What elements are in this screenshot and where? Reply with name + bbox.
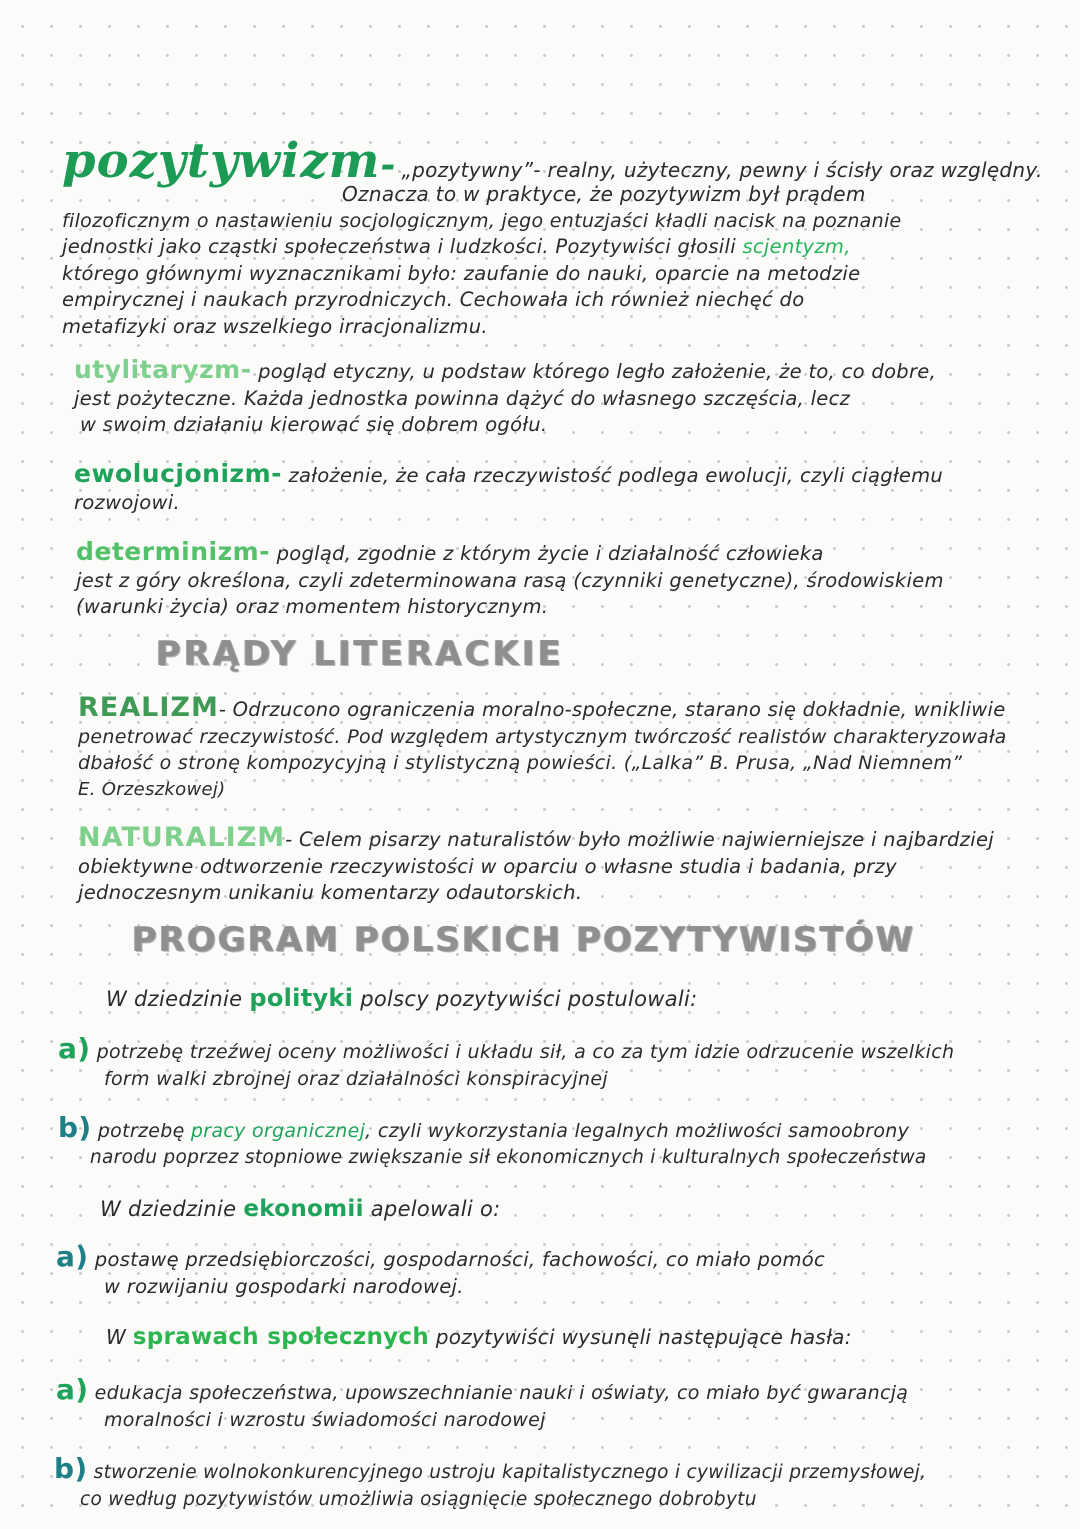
determinizm-line-2: jest z góry określona, czyli zdeterminowana rasą (czynniki genetyczne), środowiskiem bbox=[76, 568, 944, 592]
politics-intro-before: W dziedzinie bbox=[106, 987, 243, 1011]
economy-intro-before: W dziedzinie bbox=[100, 1197, 237, 1221]
realizm-term: REALIZM bbox=[78, 692, 219, 723]
realizm-line-3: dbałość o stronę kompozycyjną i stylistyczną powieści. („Lalka” B. Prusa, „Nad Niemnem” bbox=[78, 752, 963, 774]
social-intro-after: pozytywiści wysunęli następujące hasła: bbox=[435, 1325, 852, 1349]
heading-literary-currents: PRĄDY LITERACKIE bbox=[156, 634, 565, 674]
ewolucjonizm-term: ewolucjonizm- bbox=[74, 459, 283, 488]
social-item-a bbox=[56, 1373, 1076, 1433]
pozytywizm-line-4: jednostki jako cząstki społeczeństwa i ludzkości. Pozytywiści głosili bbox=[62, 235, 736, 258]
realizm-line-4: E. Orzeszkowej) bbox=[78, 778, 226, 800]
praca-organiczna-term: pracy organicznej bbox=[190, 1120, 366, 1142]
economy-item-a-marker: a) bbox=[56, 1240, 89, 1273]
pozytywizm-section bbox=[62, 133, 1072, 340]
naturalizm-line-1: - Celem pisarzy naturalistów było możliwie najwierniejsze i najbardziej bbox=[285, 828, 994, 851]
naturalizm-term: NATURALIZM bbox=[78, 822, 286, 853]
politics-item-b-line-2: narodu poprzez stopniowe zwiększanie sił ekonomicznych i kulturalnych społeczeństwa bbox=[90, 1146, 927, 1168]
utylitaryzm-section bbox=[74, 357, 1074, 439]
social-item-b bbox=[54, 1452, 1074, 1513]
naturalizm-section bbox=[78, 822, 1078, 907]
pozytywizm-term: pozytywizm bbox=[62, 133, 381, 189]
pozytywizm-line-1: „pozytywny”- realny, użyteczny, pewny i ścisły oraz względny. bbox=[401, 158, 1043, 182]
economy-item-a-line-2: w rozwijaniu gospodarki narodowej. bbox=[104, 1274, 464, 1298]
social-intro-before: W bbox=[106, 1325, 127, 1349]
pozytywizm-dash: - bbox=[380, 144, 397, 186]
pozytywizm-line-6: empirycznej i naukach przyrodniczych. Cechowała ich również niechęć do bbox=[62, 288, 805, 311]
politics-intro bbox=[106, 985, 698, 1013]
social-item-b-line-2: co według pozytywistów umożliwia osiągnięcie społecznego dobrobytu bbox=[80, 1488, 757, 1510]
social-item-b-line-1: stworzenie wolnokonkurencyjnego ustroju kapitalistycznego i cywilizacji przemysłowej, bbox=[93, 1462, 927, 1483]
naturalizm-line-3: jednoczesnym unikaniu komentarzy odautorskich. bbox=[78, 881, 583, 904]
economy-item-a bbox=[56, 1240, 1071, 1300]
realizm-line-1: - Odrzucono ograniczenia moralno-społeczne, starano się dokładnie, wnikliwie bbox=[218, 698, 1006, 721]
pozytywizm-line-5: którego głównymi wyznacznikami było: zaufanie do nauki, oparcie na metodzie bbox=[62, 261, 861, 285]
naturalizm-line-2: obiektywne odtworzenie rzeczywistości w oparciu o własne studia i badania, przy bbox=[78, 854, 897, 878]
economy-intro bbox=[100, 1196, 500, 1223]
utylitaryzm-line-1: pogląd etyczny, u podstaw którego legło założenie, że to, co dobre, bbox=[258, 360, 937, 383]
politics-intro-after: polscy pozytywiści postulowali: bbox=[360, 987, 698, 1011]
utylitaryzm-term: utylitaryzm- bbox=[74, 355, 252, 384]
social-item-a-line-1: edukacja społeczeństwa, upowszechnianie nauki i oświaty, co miało być gwarancją bbox=[94, 1382, 909, 1404]
politics-item-a-marker: a) bbox=[58, 1032, 91, 1065]
determinizm-line-1: pogląd, zgodnie z którym życie i działalność człowieka bbox=[276, 542, 824, 565]
politics-item-a-line-1: potrzebę trzeźwej oceny możliwości i układu sił, a co za tym idzie odrzucenie wszelkich bbox=[96, 1041, 955, 1063]
politics-item-b bbox=[58, 1111, 1078, 1171]
economy-item-a-line-1: postawę przedsiębiorczości, gospodarności, fachowości, co miało pomóc bbox=[94, 1248, 826, 1271]
determinizm-term: determinizm- bbox=[76, 537, 271, 566]
ewolucjonizm-section bbox=[74, 461, 1074, 516]
pozytywizm-line-3: filozoficznym o nastawieniu socjologicznym, jego entuzjaści kładli nacisk na poznanie bbox=[62, 209, 902, 232]
economy-keyword: ekonomii bbox=[243, 1196, 364, 1222]
politics-item-b-after: , czyli wykorzystania legalnych możliwości samoobrony bbox=[365, 1120, 910, 1142]
social-intro bbox=[106, 1324, 852, 1351]
pozytywizm-line-7: metafizyki oraz wszelkiego irracjonalizmu. bbox=[62, 314, 488, 338]
social-item-a-marker: a) bbox=[56, 1373, 89, 1406]
pozytywizm-line-2: Oznacza to w praktyce, że pozytywizm był prądem bbox=[342, 182, 866, 206]
utylitaryzm-line-3: w swoim działaniu kierować się dobrem ogółu. bbox=[80, 413, 548, 436]
determinizm-line-3: (warunki życia) oraz momentem historycznym. bbox=[76, 595, 549, 618]
utylitaryzm-line-2: jest pożyteczne. Każda jednostka powinna dążyć do własnego szczęścia, lecz bbox=[74, 386, 851, 410]
social-item-a-line-2: moralności i wzrostu świadomości narodowej bbox=[104, 1408, 546, 1431]
politics-item-b-marker: b) bbox=[58, 1111, 92, 1144]
ewolucjonizm-line-1: założenie, że cała rzeczywistość podlega ewolucji, czyli ciągłemu bbox=[288, 464, 944, 487]
politics-keyword: polityki bbox=[249, 984, 354, 1012]
determinizm-section bbox=[76, 539, 1076, 621]
politics-item-b-before: potrzebę bbox=[97, 1120, 185, 1142]
realizm-section bbox=[78, 692, 1078, 803]
politics-item-a-line-2: form walki zbrojnej oraz działalności konspiracyjnej bbox=[104, 1067, 608, 1090]
heading-polish-program: PROGRAM POLSKICH POZYTYWISTÓW bbox=[132, 920, 916, 960]
ewolucjonizm-line-2: rozwojowi. bbox=[74, 490, 180, 514]
social-item-b-marker: b) bbox=[54, 1452, 88, 1485]
scjentyzm-term: scjentyzm, bbox=[742, 235, 851, 258]
realizm-line-2: penetrować rzeczywistość. Pod względem artystycznym twórczość realistów charakteryzowała bbox=[78, 725, 1007, 748]
politics-item-a bbox=[58, 1032, 1073, 1092]
social-keyword: sprawach społecznych bbox=[132, 1324, 430, 1350]
economy-intro-after: apelowali o: bbox=[370, 1197, 501, 1221]
